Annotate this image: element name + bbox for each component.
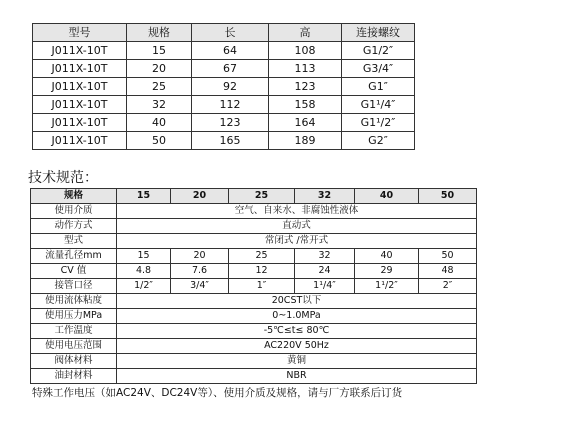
spec-row-value: 50 — [419, 249, 477, 264]
spec-row — [31, 279, 477, 294]
spec-row-value: 7.6 — [171, 264, 229, 279]
tech-spec-header-row — [31, 189, 477, 204]
size-header-value: 25 — [229, 189, 295, 204]
length-cell: 64 — [192, 42, 269, 60]
spec-row — [31, 219, 477, 234]
tech-spec-table — [30, 188, 477, 384]
size-cell: 50 — [127, 132, 192, 150]
length-cell: 67 — [192, 60, 269, 78]
spec-row-value: 40 — [355, 249, 419, 264]
height-cell: 108 — [269, 42, 342, 60]
spec-row-value: 24 — [295, 264, 355, 279]
spec-row-value: 20 — [171, 249, 229, 264]
length-cell: 112 — [192, 96, 269, 114]
thread-cell: G1/2″ — [342, 42, 415, 60]
spec-row-label: 动作方式 — [31, 219, 117, 234]
spec-row-label: 型式 — [31, 234, 117, 249]
spec-row-value: 1¹/4″ — [295, 279, 355, 294]
spec-row-value: -5℃≤t≤ 80℃ — [117, 324, 477, 339]
length-cell: 165 — [192, 132, 269, 150]
spec-row-value: 32 — [295, 249, 355, 264]
model-cell: J011X-10T — [33, 96, 127, 114]
spec-row-label: 使用介质 — [31, 204, 117, 219]
thread-cell: G2″ — [342, 132, 415, 150]
spec-row-value: 12 — [229, 264, 295, 279]
spec-row-value: 15 — [117, 249, 171, 264]
spec-row — [31, 204, 477, 219]
thread-cell: G3/4″ — [342, 60, 415, 78]
spec-row — [31, 264, 477, 279]
height-cell: 158 — [269, 96, 342, 114]
length-header: 长 — [192, 24, 269, 42]
spec-row-label: 阀体材料 — [31, 354, 117, 369]
spec-row-value: 0~1.0MPa — [117, 309, 477, 324]
spec-table-header-row — [33, 24, 415, 42]
spec-row-value: 2″ — [419, 279, 477, 294]
height-cell: 164 — [269, 114, 342, 132]
height-cell: 123 — [269, 78, 342, 96]
spec-row — [31, 294, 477, 309]
size-header-value: 40 — [355, 189, 419, 204]
size-header-value: 15 — [117, 189, 171, 204]
spec-row — [31, 339, 477, 354]
spec-row-label: 接管口径 — [31, 279, 117, 294]
model-dimension-table — [32, 23, 415, 150]
size-header-value: 20 — [171, 189, 229, 204]
ordering-note: 特殊工作电压（如AC24V、DC24V等）、使用介质及规格，请与厂方联系后订货 — [32, 387, 403, 399]
thread-header: 连接螺纹 — [342, 24, 415, 42]
size-cell: 20 — [127, 60, 192, 78]
spec-row-label: 使用流体粘度 — [31, 294, 117, 309]
model-cell: J011X-10T — [33, 114, 127, 132]
spec-row-label: 使用压力MPa — [31, 309, 117, 324]
model-cell: J011X-10T — [33, 132, 127, 150]
thread-cell: G1¹/2″ — [342, 114, 415, 132]
height-cell: 113 — [269, 60, 342, 78]
spec-row-value: 29 — [355, 264, 419, 279]
spec-row-value: 直动式 — [117, 219, 477, 234]
spec-row-value: NBR — [117, 369, 477, 384]
table-row — [33, 42, 415, 60]
spec-row-label: CV 值 — [31, 264, 117, 279]
spec-row-label: 油封材料 — [31, 369, 117, 384]
spec-row-label: 工作温度 — [31, 324, 117, 339]
spec-row — [31, 354, 477, 369]
spec-row-value: 20CST以下 — [117, 294, 477, 309]
spec-row — [31, 309, 477, 324]
length-cell: 123 — [192, 114, 269, 132]
model-header: 型号 — [33, 24, 127, 42]
table-row — [33, 132, 415, 150]
spec-row-value: 1″ — [229, 279, 295, 294]
spec-row-value: 25 — [229, 249, 295, 264]
spec-row-value: 3/4″ — [171, 279, 229, 294]
size-cell: 40 — [127, 114, 192, 132]
spec-row — [31, 324, 477, 339]
size-cell: 15 — [127, 42, 192, 60]
spec-row-value: 1¹/2″ — [355, 279, 419, 294]
size-header-label: 规格 — [31, 189, 117, 204]
table-row — [33, 78, 415, 96]
spec-row-value: 1/2″ — [117, 279, 171, 294]
height-cell: 189 — [269, 132, 342, 150]
spec-row-value: 48 — [419, 264, 477, 279]
table-row — [33, 114, 415, 132]
spec-row — [31, 369, 477, 384]
size-header-value: 50 — [419, 189, 477, 204]
thread-cell: G1¹/4″ — [342, 96, 415, 114]
spec-row-label: 使用电压范围 — [31, 339, 117, 354]
height-header: 高 — [269, 24, 342, 42]
spec-row-value: 黄铜 — [117, 354, 477, 369]
spec-row-value: AC220V 50Hz — [117, 339, 477, 354]
thread-cell: G1″ — [342, 78, 415, 96]
size-cell: 25 — [127, 78, 192, 96]
model-cell: J011X-10T — [33, 60, 127, 78]
model-cell: J011X-10T — [33, 78, 127, 96]
spec-row — [31, 249, 477, 264]
size-header-value: 32 — [295, 189, 355, 204]
size-cell: 32 — [127, 96, 192, 114]
tech-spec-title: 技术规范： — [28, 170, 98, 186]
table-row — [33, 60, 415, 78]
length-cell: 92 — [192, 78, 269, 96]
model-cell: J011X-10T — [33, 42, 127, 60]
spec-row — [31, 234, 477, 249]
table-row — [33, 96, 415, 114]
spec-row-value: 空气、自来水、非腐蚀性液体 — [117, 204, 477, 219]
spec-row-value: 常闭式 /常开式 — [117, 234, 477, 249]
spec-row-value: 4.8 — [117, 264, 171, 279]
spec-row-label: 流量孔径mm — [31, 249, 117, 264]
size-header: 规格 — [127, 24, 192, 42]
